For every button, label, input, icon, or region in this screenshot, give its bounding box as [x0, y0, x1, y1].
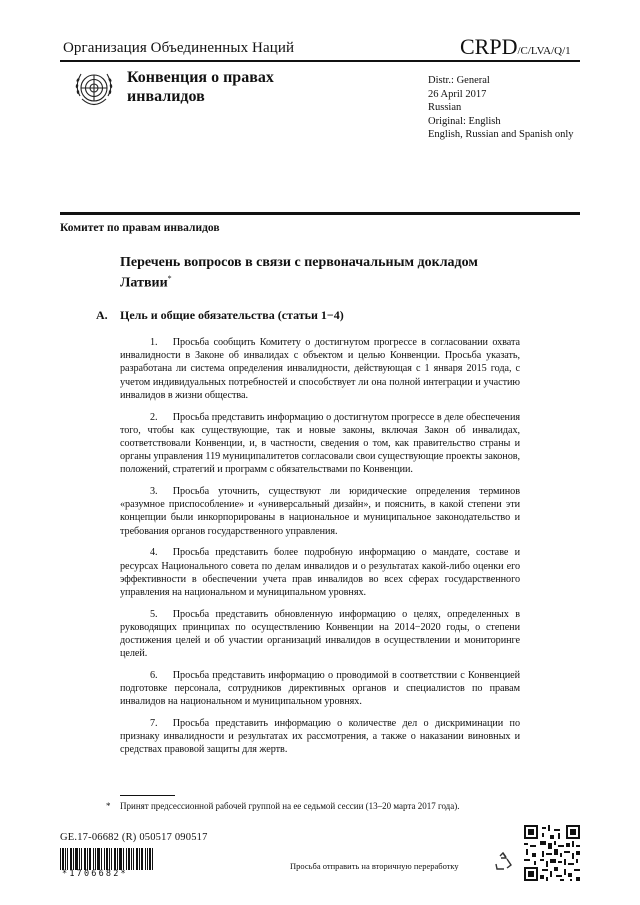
paragraph-number: 1.	[150, 337, 158, 348]
paragraph-text: Просьба представить обновленную информацию о целях, определенных в руководящих принципах по осуществлению Конвенции на 2014−2020 годы, о степени достижения целей и об участии организаций инвалидов в осуществлении и мониторинге целей.	[120, 608, 520, 660]
paragraph-number: 7.	[150, 718, 158, 730]
paragraph-list	[120, 336, 520, 765]
paragraph	[120, 608, 520, 661]
footnote-mark: *	[106, 801, 111, 811]
distribution-info	[428, 74, 588, 142]
symbol-suffix: /C/LVA/Q/1	[517, 45, 571, 57]
paragraph-text: Просьба уточнить, существуют ли юридические определения терминов «разумное приспособление» и «универсальный дизайн», и пояснить, в какой степени эти концепции были инкорпорированы в национальное и муниципальное законодательство и требования органов государственного управления.	[120, 486, 520, 537]
paragraph-number: 3.	[150, 486, 158, 498]
paragraph-text: Просьба представить информацию о проводимой в соответствии с Конвенцией подготовке персонала, сотрудников директивных органов и специалистов по правам инвалидов на национальном и муниципальном уровнях.	[120, 669, 520, 708]
language-line: Russian	[428, 102, 462, 114]
convention-title: Конвенция о правах инвалидов	[127, 69, 274, 105]
paragraph	[120, 336, 520, 402]
paragraph	[120, 485, 520, 538]
job-number: GE.17-06682 (R) 050517 090517	[60, 832, 208, 843]
title-footnote-mark: *	[167, 274, 172, 283]
document-title	[120, 255, 500, 292]
date-line: 26 April 2017	[428, 88, 487, 100]
paragraph-number: 2.	[150, 411, 158, 423]
available-languages-line: English, Russian and Spanish only	[428, 129, 574, 141]
body-top-rule	[60, 212, 580, 215]
symbol-main: CRPD	[460, 34, 518, 59]
paragraph-text: Просьба сообщить Комитету о достигнутом прогрессе в согласовании охвата инвалидности в Законе об инвалидах с объектом и целью Конвенции. Просьба указать, разработана ли система определения инвалидности, действующая с 1 января 2015 года, с учетом индивидуальных потребностей и способствует ли она полной интеграции и участию инвалидов в жизни общества.	[120, 337, 520, 401]
un-emblem-icon	[70, 66, 118, 114]
paragraph-number: 4.	[150, 547, 158, 559]
section-title: Цель и общие обязательства (статьи 1−4)	[120, 308, 344, 322]
paragraph	[120, 411, 520, 477]
qr-code-icon	[524, 825, 580, 881]
footnote-text: Принят предсессионной рабочей группой на ее седьмой сессии (13–20 марта 2017 года).	[120, 801, 460, 811]
paragraph-text: Просьба представить информацию о количестве дел о дискриминации по признаку инвалидности и результатах их рассмотрения, а также о наказании виновных и средствах правовой защиты для жертв.	[120, 718, 520, 756]
paragraph	[120, 669, 520, 709]
paragraph	[120, 546, 520, 599]
barcode-digits: *1706682*	[62, 869, 128, 879]
section-letter: A.	[96, 308, 108, 322]
barcode-icon	[60, 848, 154, 870]
header-rule	[60, 60, 580, 62]
paragraph-text: Просьба представить информацию о достигнутом прогрессе в деле обеспечения того, чтобы как существующие, так и новые законы, включая Закон об инвалидах, соответствовали Конвенции, и, в частности, сведения о том, как правительство страны и органы управления 119 муниципалитетов согласовали свои существующие проекты законов, положений, стратегий и программ с обязательствами по Конвенции.	[120, 411, 520, 476]
footnote	[106, 801, 506, 813]
footnote-rule	[120, 795, 175, 796]
paragraph-number: 5.	[150, 608, 158, 620]
recycle-note: Просьба отправить на вторичную переработку	[290, 861, 459, 871]
document-title-text: Перечень вопросов в связи с первоначальным докладом Латвии	[120, 255, 478, 291]
document-symbol	[460, 34, 571, 60]
committee-name: Комитет по правам инвалидов	[60, 222, 220, 234]
distribution-line: Distr.: General	[428, 75, 490, 86]
paragraph	[120, 717, 520, 757]
organization-name: Организация Объединенных Наций	[63, 40, 295, 56]
paragraph-text: Просьба представить более подробную информацию о мандате, составе и ресурсах Национального совета по делам инвалидов и о результатах какой-либо оценки его эффективности в обеспечении учета прав инвалидов во всех сферах государственного управления на национальном и муниципальном уровнях.	[120, 547, 520, 598]
recycle-icon	[492, 851, 514, 873]
original-language-line: Original: English	[428, 115, 501, 127]
paragraph-number: 6.	[150, 669, 158, 681]
